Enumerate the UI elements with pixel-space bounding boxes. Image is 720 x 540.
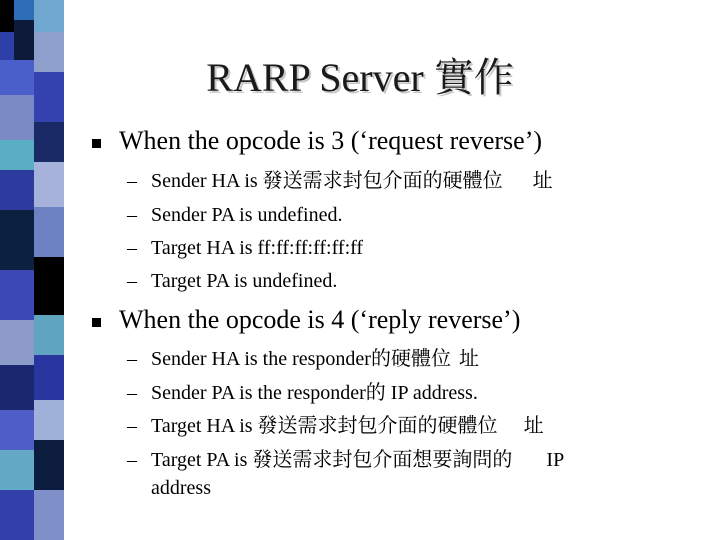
- bar-block: [0, 320, 34, 365]
- bar-block: [34, 400, 64, 440]
- bar-block: [34, 122, 64, 162]
- list-item: [151, 450, 564, 470]
- list-item-tail: 址: [523, 415, 544, 437]
- list-item-continuation: address: [151, 477, 211, 499]
- bar-block: [34, 490, 64, 540]
- dash-marker: –: [127, 415, 137, 437]
- bar-block: [34, 315, 64, 355]
- bar-block: [0, 0, 14, 32]
- bar-block: [0, 140, 34, 170]
- bar-block: [0, 32, 14, 60]
- bar-block: [0, 450, 34, 490]
- list-item: Sender PA is the responder的 IP address.: [151, 382, 478, 404]
- bar-block: [34, 207, 64, 257]
- list-item: [151, 171, 553, 191]
- bar-block: [0, 270, 34, 320]
- list-item: [151, 416, 544, 436]
- list-item: [151, 349, 479, 369]
- dash-marker: –: [127, 170, 137, 192]
- slide-title: RARP Server 實作: [206, 55, 514, 100]
- dash-marker: –: [127, 348, 137, 370]
- section-heading: When the opcode is 3 (‘request reverse’): [119, 126, 543, 155]
- list-item-tail: 址: [458, 348, 479, 370]
- square-bullet-icon: [92, 318, 101, 327]
- bar-block: [0, 95, 34, 140]
- dash-marker: –: [127, 237, 137, 259]
- list-item-text: Target HA is 發送需求封包介面的硬體位: [151, 415, 498, 437]
- list-item-text: Sender HA is the responder的硬體位: [151, 348, 451, 370]
- bar-block: [34, 355, 64, 400]
- section-heading: When the opcode is 4 (‘reply reverse’): [119, 305, 521, 334]
- bar-block: [34, 0, 64, 32]
- bar-block: [14, 20, 34, 60]
- dash-marker: –: [127, 449, 137, 471]
- list-item: Target PA is undefined.: [151, 270, 338, 292]
- square-bullet-icon: [92, 139, 101, 148]
- bar-block: [0, 365, 34, 410]
- dash-marker: –: [127, 204, 137, 226]
- list-item-text: Target PA is 發送需求封包介面想要詢問的: [151, 449, 513, 471]
- bar-block: [14, 0, 34, 20]
- list-item-text: Sender HA is 發送需求封包介面的硬體位: [151, 170, 503, 192]
- list-item-tail: 址: [532, 170, 553, 192]
- bar-block: [0, 170, 34, 210]
- bar-block: [0, 210, 34, 270]
- list-item: Sender PA is undefined.: [151, 204, 343, 226]
- list-item-tail: IP: [546, 449, 565, 471]
- bar-block: [0, 490, 34, 540]
- bar-block: [34, 162, 64, 207]
- bar-block: [34, 257, 64, 315]
- bar-block: [34, 440, 64, 490]
- dash-marker: –: [127, 270, 137, 292]
- bar-block: [0, 410, 34, 450]
- list-item: Target HA is ff:ff:ff:ff:ff:ff: [151, 237, 364, 259]
- dash-marker: –: [127, 382, 137, 404]
